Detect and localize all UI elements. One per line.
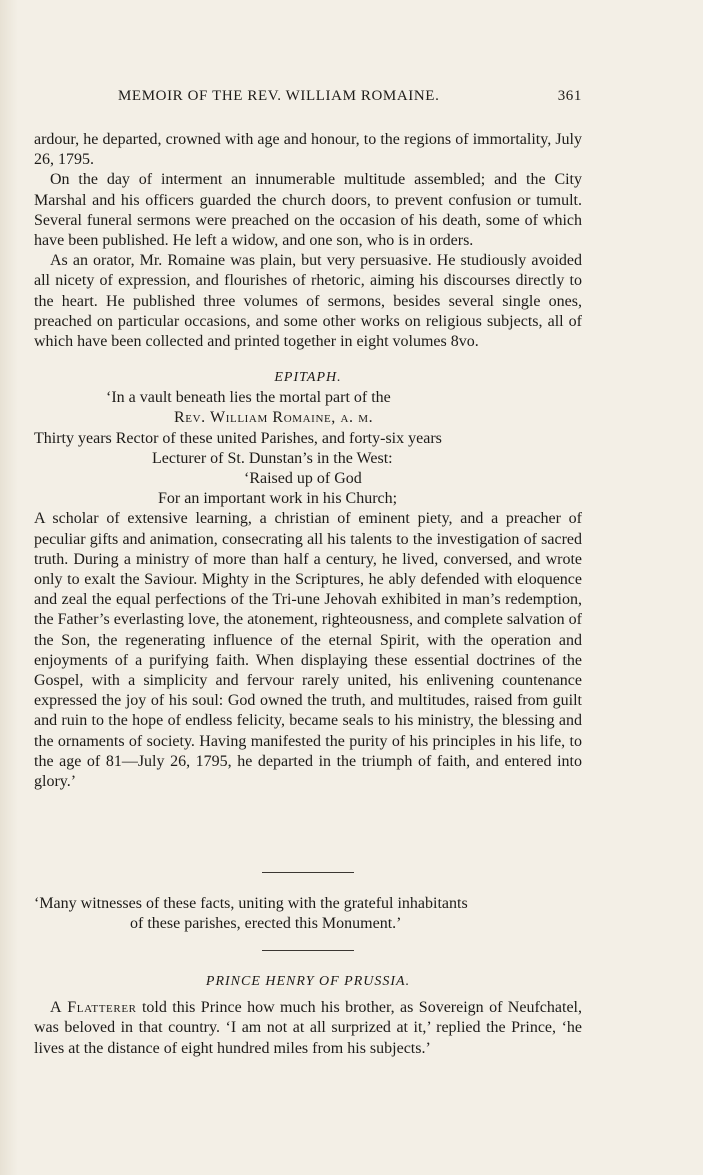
memoir-paragraph-1: ardour, he departed, crowned with age and honour, to the regions of immortality, July 26, 1795. bbox=[34, 131, 582, 169]
memoir-paragraph-3: As an orator, Mr. Romaine was plain, but very persuasive. He studiously avoided all nicety of expression, and flourishes of rhetoric, aiming his discourses directly to the heart. He published three volumes of sermons, besides several single ones, preached on particular occasions, and some other works on religious subjects, all of which have been collected and printed together in eight volumes 8vo. bbox=[34, 252, 582, 351]
monument-line-1: ‘Many witnesses of these facts, uniting with the grateful inhabitants bbox=[34, 895, 468, 912]
page-number: 361 bbox=[557, 88, 582, 104]
monument-line-2: of these parishes, erected this Monument.’ bbox=[130, 915, 402, 933]
epitaph-body: A scholar of extensive learning, a christian of eminent piety, and a preacher of peculiar gifts and animation, consecrating all his talents to the investigation of sacred truth. During a ministry of more than half a century, he lived, conversed, and wrote only to exalt the Saviour. Mighty in the Scriptures, he ably defended with eloquence and zeal the equal perfections of the Tri-une Jehovah exhibited in man’s redemption, the Father’s everlasting love, the atonement, righteousness, and complete salvation of the Son, the regenerating influence of the eternal Spirit, with the operation and enjoyments of a purifying faith. When displaying these essential doctrines of the Gospel, with a simplicity and fervour rarely united, his enlivening countenance expressed the joy of his soul: God owned the truth, and multitudes, raised from guilt and ruin to the hope of endless felicity, became seals to his ministry, the blessing and the ornaments of society. Having manifested the purity of his principles in his life, to the age of 81—July 26, 1795, he departed in the triumph of faith, and entered into glory.’ bbox=[34, 510, 582, 791]
epitaph-line-4: Lecturer of St. Dunstan’s in the West: bbox=[152, 449, 393, 467]
epitaph-heading: EPITAPH. bbox=[274, 370, 342, 385]
running-head-title: MEMOIR OF THE REV. WILLIAM ROMAINE. bbox=[118, 88, 440, 104]
anecdote-heading: PRINCE HENRY OF PRUSSIA. bbox=[205, 974, 411, 989]
epitaph bbox=[34, 368, 582, 792]
epitaph-line-5: ‘Raised up of God bbox=[244, 470, 362, 488]
epitaph-line-2: Rev. William Romaine, a. m. bbox=[174, 409, 374, 427]
epitaph-line-1: ‘In a vault beneath lies the mortal part of the bbox=[106, 389, 391, 407]
section-rule bbox=[262, 950, 354, 951]
rule-2-wrap bbox=[34, 950, 582, 951]
anecdote-paragraph bbox=[34, 998, 582, 1059]
memoir-paragraph-2: On the day of interment an innumerable multitude assembled; and the City Marshal and his officers guarded the church doors, to prevent confusion or tumult. Several funeral sermons were preached on the occasion of his death, some of which have been published. He left a widow, and one son, who is in orders. bbox=[34, 171, 582, 250]
anecdote bbox=[34, 972, 582, 1075]
anecdote-text: told this Prince how much his brother, as Sovereign of Neufchatel, was beloved in that country. ‘I am not at all surprized at it,’ replied the Prince, ‘he lives at the distance of eight hundred miles from his subjects.’ bbox=[34, 999, 582, 1057]
section-rule bbox=[262, 872, 354, 873]
page-edge-shading bbox=[0, 0, 18, 1175]
memoir-text bbox=[34, 130, 582, 352]
epitaph-line-6: For an important work in his Church; bbox=[158, 490, 398, 508]
anecdote-lead: A Flatterer bbox=[50, 999, 137, 1017]
monument-inscription bbox=[34, 894, 582, 934]
epitaph-line-3: Thirty years Rector of these united Parishes, and forty-six years bbox=[34, 429, 442, 447]
rule-1-wrap bbox=[34, 872, 582, 873]
